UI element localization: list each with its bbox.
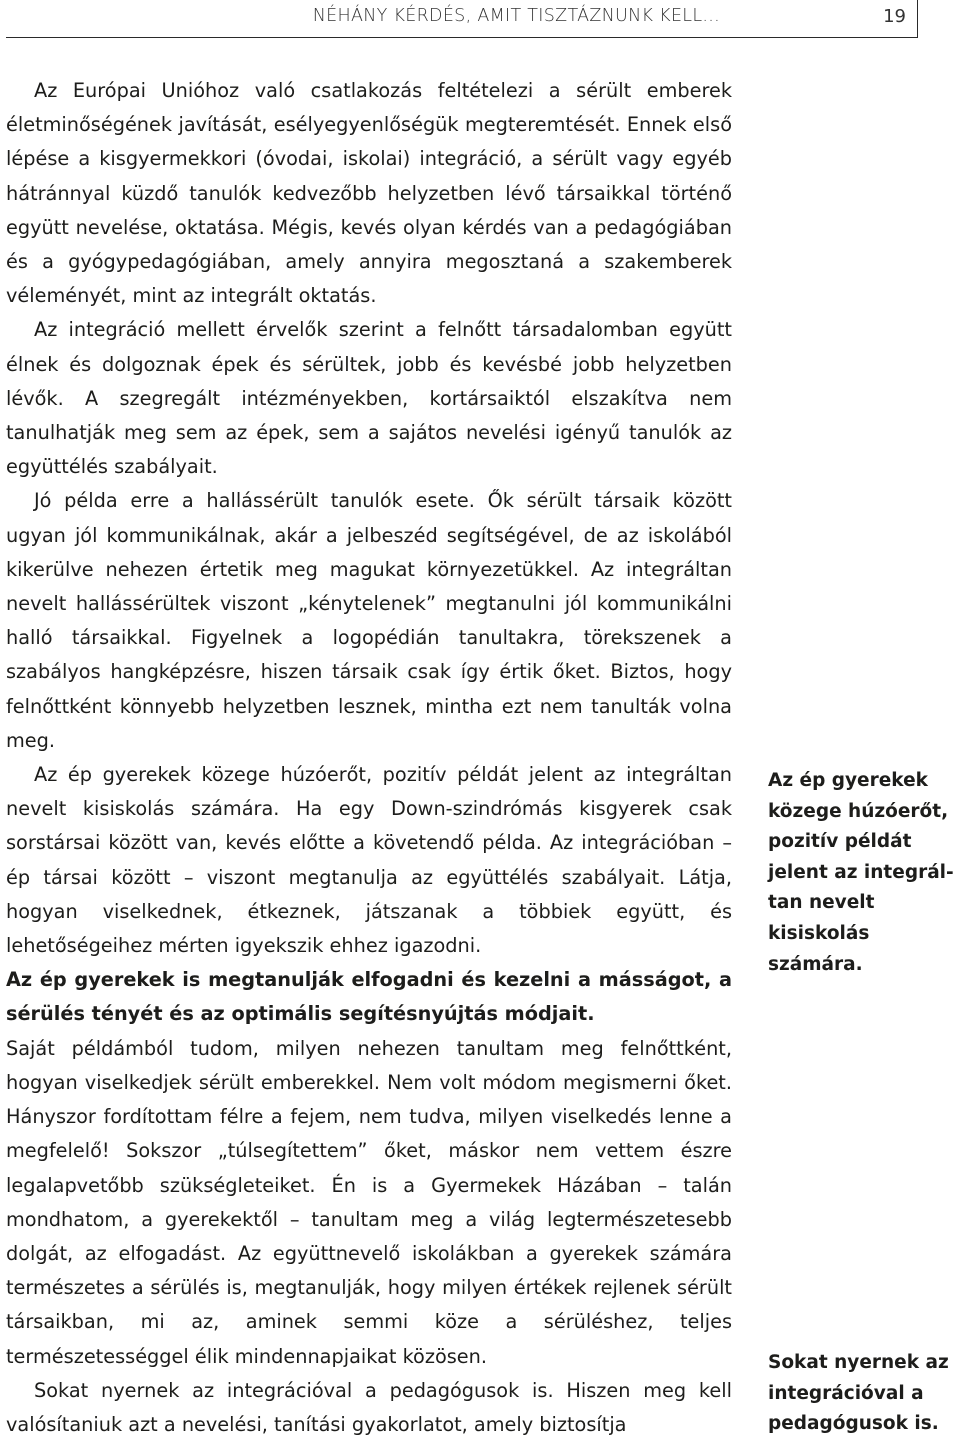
paragraph-hearing-impaired: Jó példa erre a hallássérült tanulók esete. Ők sérült társaik között ugyan jól kommunikálnak, akár a jelbeszéd segítségével, de az iskolából kikerülve nehezen értetik meg magukat környezetükkel. Az integráltan nevelt hallássérültek viszont „kénytelenek” megtanulni jól kommunikálni halló társaikkal. Figyelnek a logopédián tanultakra, törekszenek a szabályos hangképzésre, hiszen társaik csak így értik őket. Biztos, hogy felnőttként könnyebb helyzetben lesznek, mintha ezt nem tanulták volna meg.: [6, 489, 732, 752]
page-number: 19: [883, 6, 906, 27]
paragraph-teachers: Sokat nyernek az integrációval a pedagógusok is. Hiszen meg kell valósítaniuk azt a nevelési, tanítási gyakorlatot, amely biztosítja: [6, 1378, 732, 1436]
header-rule: [6, 37, 918, 38]
margin-note-teachers: Sokat nyernek az integrációval a pedagógusok is.: [768, 1352, 949, 1435]
running-header: [0, 0, 960, 40]
paragraph-healthy-peers: Az ép gyerekek közege húzóerőt, pozitív példát jelent az integráltan nevelt kisiskolás számára. Ha egy Down-szindrómás kisgyerek csak sorstársai között van, kevés előtte a követendő példa. Az integrációban – ép társai között – viszont megtanulja az együttélés szabályait. Látja, hogyan viselkednek, étkeznek, játszanak a többiek együtt, és lehetőségeihez mérten igyekszik ehhez igazodni.: [6, 763, 732, 958]
paragraph-integration-arguments: Az integráció mellett érvelők szerint a felnőtt társadalomban együtt élnek és dolgoznak épek és sérültek, jobb és kevésbé jobb helyzetben lévők. A szegregált intézményekben, kortársaiktól elszakítva nem tanulhatják meg sem az épek, sem a sajátos nevelési igényű tanulók az együttélés szabályait.: [6, 318, 732, 479]
paragraph-eu-integration: Az Európai Unióhoz való csatlakozás feltételezi a sérült emberek életminőségének javítását, esélyegyenlőségük megteremtését. Ennek első lépése a kisgyermekkori (óvodai, iskolai) integráció, a sérült vagy egyéb hátránnyal küzdő tanulók kedvezőbb helyzetben lévő társaikkal történő együtt nevelése, oktatása. Mégis, kevés olyan kérdés van a pedagógiában és a gyógypedagógiában, amely annyira megosztaná a szakemberek véleményét, mint az integrált oktatás.: [6, 79, 732, 308]
paragraph-personal-example: Saját példámból tudom, milyen nehezen tanultam meg felnőttként, hogyan viselkedjek sérült emberekkel. Nem volt módom megismerni őket. Hányszor fordítottam félre a fejem, nem tudva, milyen viselkedés lenne a megfelelő! Sokszor „túlsegítettem” őket, máskor nem vettem észre legalapvetőbb szükségleteiket. Én is a Gyermekek Házában – talán mondhatom, a gyerekektől – tanultam meg a világ legtermészetesebb dolgát, az elfogadást. Az együttnevelő iskolákban a gyerekek számára természetes a sérülés is, megtanulják, hogy milyen értékek rejlenek sérült társaikban, mi az, aminek semmi köze a sérüléshez, teljes természetességgel élik mindennapjaikat közösen.: [6, 1036, 732, 1368]
running-title: NÉHÁNY KÉRDÉS, AMIT TISZTÁZNUNK KELL...: [312, 6, 720, 26]
paragraph-emphasis: Az ép gyerekek is megtanulják elfogadni és kezelni a másságot, a sérülés tényét és az optimális segítésnyújtás módjait.: [6, 968, 732, 1026]
body-text: [6, 74, 732, 1442]
header-vertical-rule: [917, 0, 918, 38]
margin-note-healthy-peers: Az ép gyerekek közege húzóerőt, pozitív példát jelent az integráltan nevelt kisiskolás számára.: [768, 770, 954, 975]
